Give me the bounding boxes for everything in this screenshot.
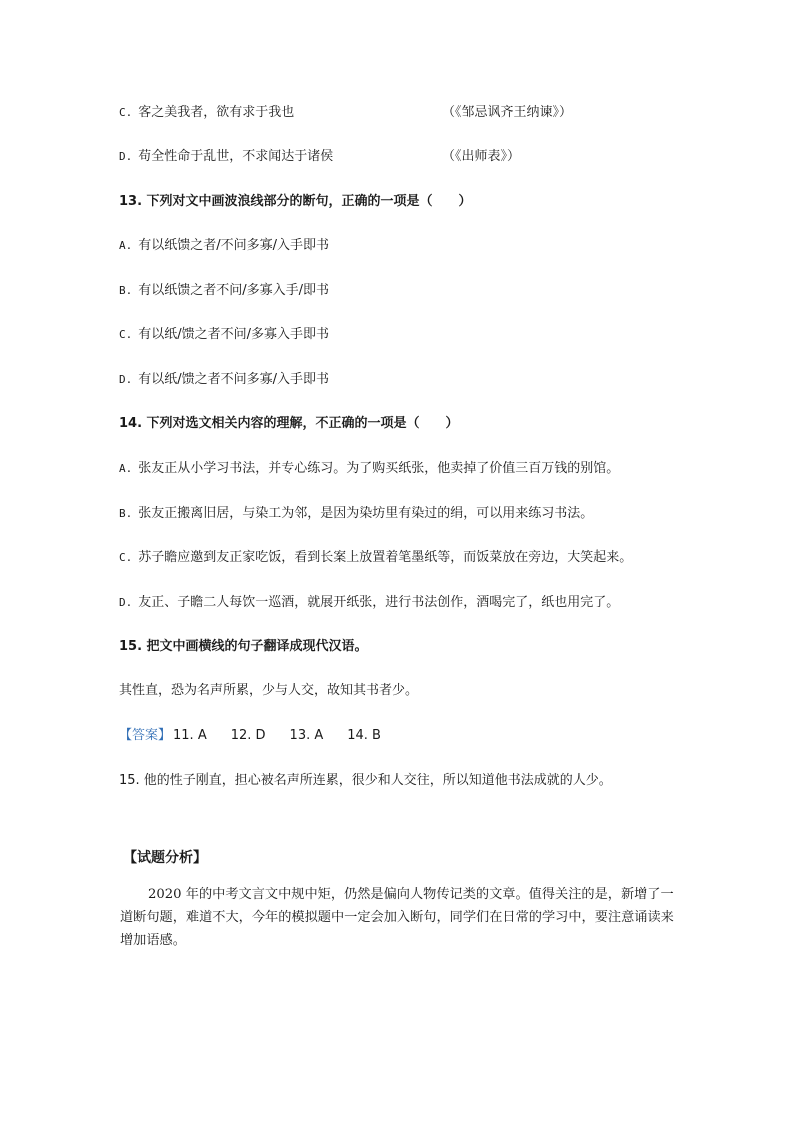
option-text: 有以纸馈之者/不问多寡/入手即书 (138, 238, 330, 253)
q14-option-a (119, 459, 619, 479)
option-text: 有以纸/馈之者不问多寡/入手即书 (138, 372, 330, 387)
option-text: 张友正从小学习书法，并专心练习。为了购买纸张，他卖掉了价值三百万钱的别馆。 (138, 461, 620, 476)
option-letter: B. (119, 284, 133, 297)
option-letter: B. (119, 507, 133, 520)
option-letter: D. (119, 150, 133, 163)
option-text: 有以纸馈之者不问/多寡入手/即书 (138, 283, 330, 298)
option-text: 客之美我者，欲有求于我也 (138, 105, 295, 120)
question-14-title: 14. 下列对选文相关内容的理解，不正确的一项是（ ） (119, 416, 459, 431)
option-letter: C. (119, 328, 133, 341)
q15-sentence: 其性直，恐为名声所累，少与人交，故知其书者少。 (119, 683, 419, 698)
option-text: 有以纸/馈之者不问/多寡入手即书 (138, 327, 330, 342)
option-text: 张友正搬离旧居，与染工为邻，是因为染坊里有染过的绢，可以用来练习书法。 (138, 506, 594, 521)
option-letter: A. (119, 462, 133, 475)
option-letter: D. (119, 596, 133, 609)
option-letter: A. (119, 239, 133, 252)
option-c-prev (119, 103, 294, 123)
answer-tag: 【答案】 (119, 728, 172, 743)
option-source: （《邹忌讽齐王纳谏》） (442, 105, 573, 120)
answer-item: 13. A (289, 728, 324, 743)
option-letter: D. (119, 373, 133, 386)
option-d-prev (119, 147, 333, 167)
question-13-title: 13. 下列对文中画波浪线部分的断句，正确的一项是（ ） (119, 194, 472, 209)
q13-option-a (119, 236, 329, 256)
option-text: 苟全性命于乱世，不求闻达于诸侯 (138, 149, 334, 164)
answer-line (119, 726, 405, 746)
q13-option-d (119, 370, 329, 390)
analysis-title: 【试题分析】 (123, 850, 207, 866)
answer-translation: 15. 他的性子刚直，担心被名声所连累，很少和人交往，所以知道他书法成就的人少。 (119, 773, 612, 788)
option-text: 苏子瞻应邀到友正家吃饭，看到长案上放置着笔墨纸等，而饭菜放在旁边，大笑起来。 (138, 550, 633, 565)
option-letter: C. (119, 551, 133, 564)
answer-item: 14. B (347, 728, 381, 743)
q14-option-b (119, 504, 593, 524)
answer-item: 12. D (230, 728, 266, 743)
answer-item: 11. A (173, 728, 207, 743)
analysis-paragraph (120, 883, 680, 952)
analysis-text: 2020 年的中考文言文中规中矩，仍然是偏向人物传记类的文章。值得关注的是，新增了一道断句题，难道不大，今年的模拟题中一定会加入断句，同学们在日常的学习中，要注意诵读来增加语感。 (120, 887, 674, 948)
q14-option-d (119, 593, 619, 613)
option-text: 友正、子瞻二人每饮一巡酒，就展开纸张，进行书法创作，酒喝完了，纸也用完了。 (138, 595, 620, 610)
option-source: （《出师表》） (442, 149, 521, 164)
q13-option-c (119, 325, 329, 345)
q14-option-c (119, 548, 632, 568)
option-letter: C. (119, 106, 133, 119)
question-15-title: 15. 把文中画横线的句子翻译成现代汉语。 (119, 639, 368, 654)
q13-option-b (119, 281, 329, 301)
